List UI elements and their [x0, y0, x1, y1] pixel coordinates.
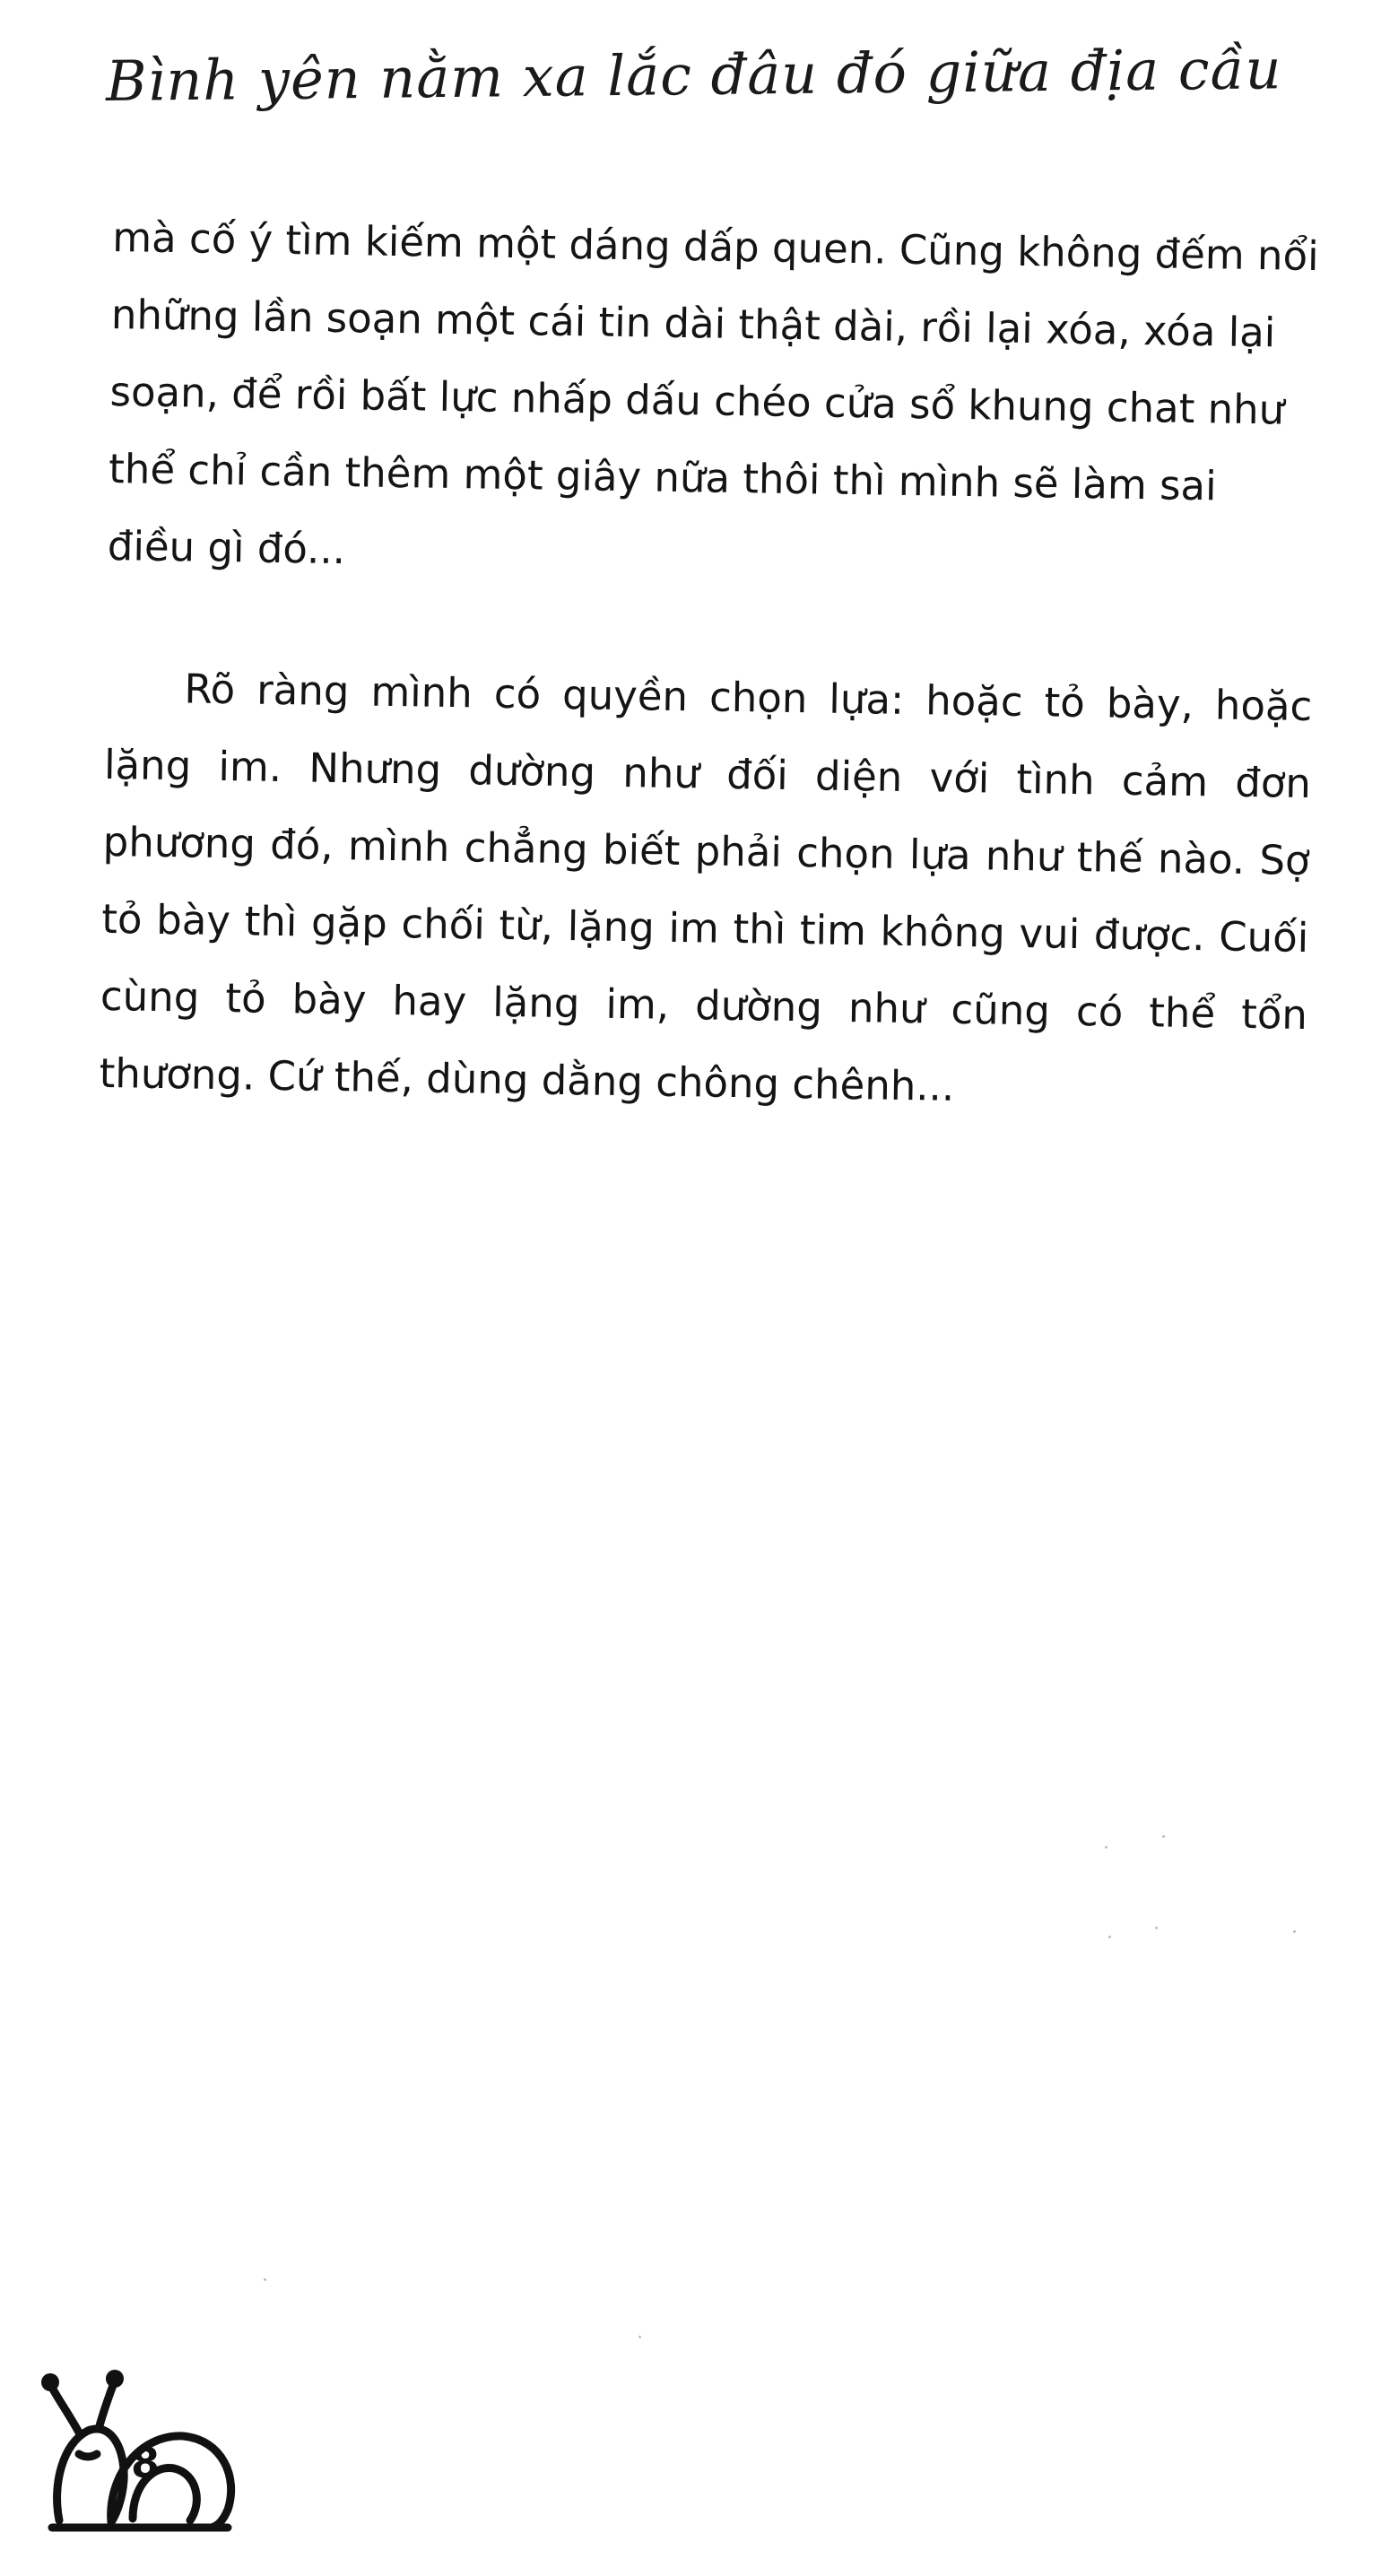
scan-speck	[1155, 1927, 1158, 1929]
scan-speck	[1293, 1930, 1296, 1933]
running-header: Bình yên nằm xa lắc đâu đó giữa địa cầu	[105, 36, 1282, 114]
antenna-tip-left	[41, 2373, 59, 2391]
scan-speck	[264, 2278, 266, 2281]
page-number: 8	[130, 2439, 160, 2487]
antenna-tip-right	[106, 2370, 124, 2388]
paragraph-2: Rõ ràng mình có quyền chọn lựa: hoặc tỏ bày, hoặc lặng im. Nhưng dường như đối diện với tình cảm đơn phương đó, mình chẳng biết phải chọn lựa như thế nào. Sợ tỏ bày thì gặp chối từ, lặng im thì tim không vui được. Cuối cùng tỏ bày hay lặng im, dường như cũng có thể tổn thương. Cứ thế, dùng dằng chông chênh...	[99, 665, 1313, 1110]
scan-speck	[1162, 1835, 1165, 1838]
scan-speck	[638, 2336, 641, 2338]
body-text	[99, 199, 1320, 1131]
paragraph-1: mà cố ý tìm kiếm một dáng dấp quen. Cũng không đếm nổi những lần soạn một cái tin dài thật dài, rồi lại xóa, xóa lại soạn, để rồi bất lực nhấp dấu chéo cửa sổ khung chat như thể chỉ cần thêm một giây nữa thôi thì mình sẽ làm sai điều gì đó...	[107, 213, 1320, 574]
scan-speck	[1105, 1846, 1107, 1849]
scan-speck	[1108, 1936, 1111, 1938]
